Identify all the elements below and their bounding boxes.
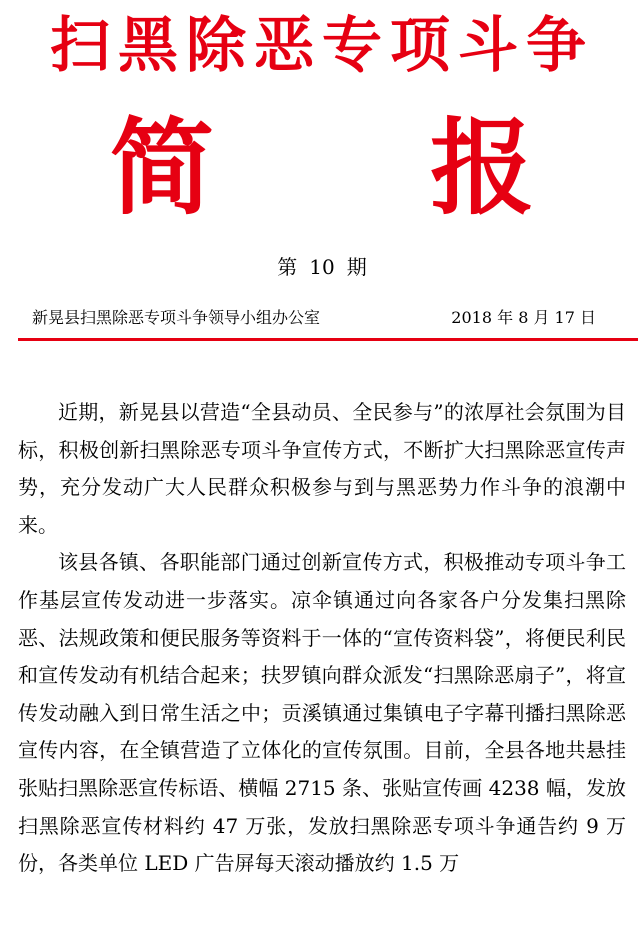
issue-number: 10 bbox=[309, 255, 335, 279]
body-paragraph: 近期，新晃县以营造“全县动员、全民参与”的浓厚社会氛围为目标，积极创新扫黑除恶专项斗争宣传方式，不断扩大扫黑除恶宣传声势，充分发动广大人民群众积极参与到与黑恶势力作斗争的浪潮中来。 bbox=[18, 400, 626, 537]
bulletin-subtitle: 简 报 bbox=[109, 107, 625, 229]
bulletin-title: 扫黑除恶专项斗争 bbox=[50, 11, 594, 81]
issue-date: 2018 年 8 月 17 日 bbox=[451, 308, 596, 327]
issue-suffix: 期 bbox=[346, 255, 367, 279]
issue-prefix: 第 bbox=[277, 255, 298, 279]
body-paragraph: 该县各镇、各职能部门通过创新宣传方式，积极推动专项斗争工作基层宣传发动进一步落实。凉伞镇通过向各家各户分发集扫黑除恶、法规政策和便民服务等资料于一体的“宣传资料袋”，将便民利民和宣传发动有机结合起来；扶罗镇向群众派发“扫黑除恶扇子”，将宣传发动融入到日常生活之中；贡溪镇通过集镇电子字幕刊播扫黑除恶宣传内容，在全镇营造了立体化的宣传氛围。目前，全县各地共悬挂张贴扫黑除恶宣传标语、横幅 2715 条、张贴宣传画 4238 幅，发放扫黑除恶宣传材料约 47 万张，发放扫黑除恶专项斗争通告约 9 万份，各类单位 LED 广告屏每天滚动播放约 1.5 万 bbox=[18, 550, 626, 876]
issue-number-line bbox=[0, 252, 644, 282]
red-divider-line bbox=[18, 338, 638, 341]
issuing-organization: 新晃县扫黑除恶专项斗争领导小组办公室 bbox=[32, 308, 321, 327]
bulletin-body bbox=[18, 394, 626, 883]
